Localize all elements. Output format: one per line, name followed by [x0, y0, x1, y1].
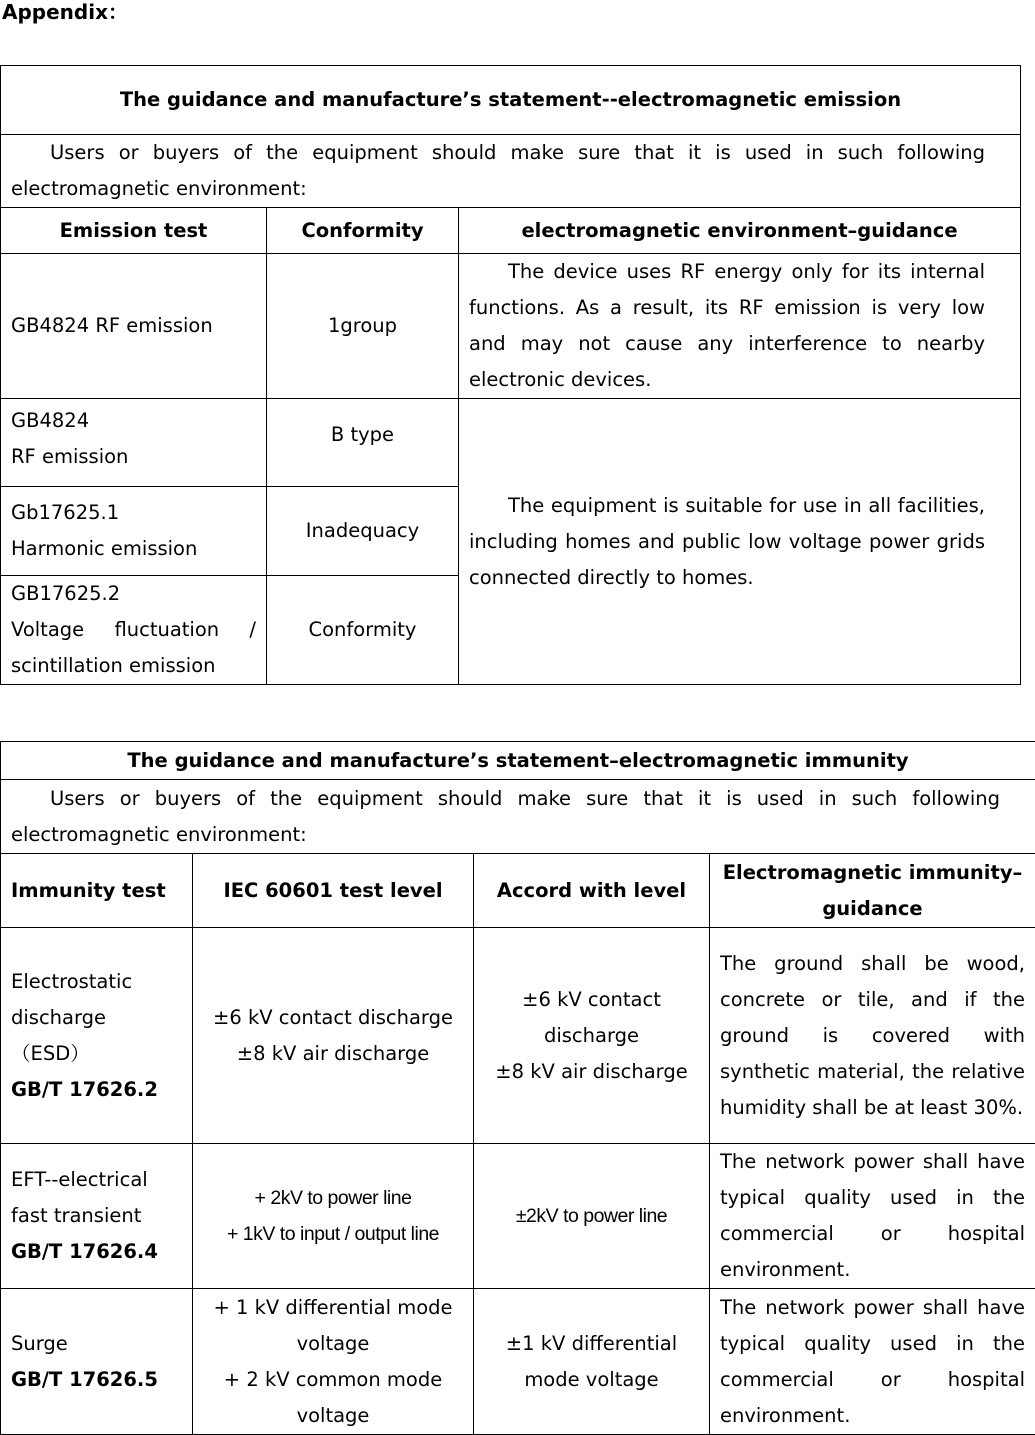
emission-intro-text: Users or buyers of the equipment should make sure that it is used in such following electromagnetic environment:	[1, 135, 1021, 208]
esd-accord-level	[474, 928, 710, 1144]
immunity-row-esd	[1, 928, 1035, 1144]
rf-emission-conformity: 1group	[267, 254, 459, 399]
header-emission-test: Emission test	[1, 208, 267, 254]
esd-accord-air: ±8 kV air discharge	[484, 1054, 699, 1090]
esd-iec-air: ±8 kV air discharge	[203, 1036, 463, 1072]
esd-test	[1, 928, 193, 1144]
esd-test-name: Electrostatic discharge	[11, 964, 182, 1036]
immunity-intro-text: Users or buyers of the equipment should make sure that it is used in such following electromagnetic environment:	[1, 780, 1035, 854]
emission-title-row	[1, 66, 1021, 135]
voltage-conformity: Conformity	[267, 576, 459, 685]
header-em-guidance: electromagnetic environment–guidance	[459, 208, 1021, 254]
appendix-heading: Appendix：	[2, 0, 128, 24]
immunity-row-eft	[1, 1144, 1035, 1289]
emission-row-rf	[1, 254, 1021, 399]
esd-guidance: The ground shall be wood, concrete or tile, and if the ground is covered with synthetic material, the relative humidity shall be at least 30%.	[710, 928, 1035, 1144]
eft-guidance: The network power shall have typical quality used in the commercial or hospital environment.	[710, 1144, 1035, 1289]
esd-accord-contact: ±6 kV contact discharge	[484, 982, 699, 1054]
emission-table-title: The guidance and manufacture’s statement--electromagnetic emission	[1, 66, 1021, 135]
immunity-table	[0, 741, 1035, 1435]
surge-standard: GB/T 17626.5	[11, 1362, 182, 1398]
header-immunity-guidance: Electromagnetic immunity–guidance	[710, 854, 1035, 928]
header-immunity-test: Immunity test	[1, 854, 193, 928]
eft-iec-power: + 2kV to power line	[203, 1180, 463, 1216]
eft-iec-io: + 1kV to input / output line	[203, 1216, 463, 1252]
eft-accord-level: ±2kV to power line	[474, 1144, 710, 1289]
gb4824-code: GB4824	[11, 403, 256, 439]
surge-iec-common: + 2 kV common mode voltage	[203, 1362, 463, 1434]
surge-guidance: The network power shall have typical quality used in the commercial or hospital environment.	[710, 1289, 1035, 1435]
esd-standard: GB/T 17626.2	[11, 1072, 182, 1108]
voltage-test	[1, 576, 267, 685]
header-conformity: Conformity	[267, 208, 459, 254]
surge-iec-differential: + 1 kV differential mode voltage	[203, 1290, 463, 1362]
eft-iec-level	[193, 1144, 474, 1289]
emission-intro-row	[1, 135, 1021, 208]
eft-standard: GB/T 17626.4	[11, 1234, 182, 1270]
harmonic-test	[1, 487, 267, 576]
immunity-intro-row	[1, 780, 1035, 854]
surge-test-name: Surge	[11, 1326, 182, 1362]
gb4824-test	[1, 399, 267, 487]
immunity-header-row	[1, 854, 1035, 928]
esd-iec-level	[193, 928, 474, 1144]
immunity-table-title: The guidance and manufacture’s statement–electromagnetic immunity	[1, 742, 1035, 780]
emission-row-gb4824	[1, 399, 1021, 487]
surge-test	[1, 1289, 193, 1435]
immunity-title-row	[1, 742, 1035, 780]
header-iec-level: IEC 60601 test level	[193, 854, 474, 928]
esd-test-abbr: （ESD）	[11, 1036, 182, 1072]
header-accord-level: Accord with level	[474, 854, 710, 928]
harmonic-label: Harmonic emission	[11, 531, 256, 567]
surge-iec-level	[193, 1289, 474, 1435]
eft-test-name: EFT--electrical fast transient	[11, 1162, 182, 1234]
harmonic-code: Gb17625.1	[11, 495, 256, 531]
rf-emission-test: GB4824 RF emission	[1, 254, 267, 399]
surge-accord-level: ±1 kV differential mode voltage	[474, 1289, 710, 1435]
voltage-code: GB17625.2	[11, 576, 256, 612]
rf-emission-guidance: The device uses RF energy only for its internal functions. As a result, its RF emission is very low and may not cause any interference to nearby electronic devices.	[459, 254, 1021, 399]
esd-iec-contact: ±6 kV contact discharge	[203, 1000, 463, 1036]
gb4824-conformity: B type	[267, 399, 459, 487]
emission-header-row	[1, 208, 1021, 254]
voltage-label: Voltage fluctuation / scintillation emission	[11, 612, 256, 684]
shared-emission-guidance: The equipment is suitable for use in all facilities, including homes and public low voltage power grids connected directly to homes.	[459, 399, 1021, 685]
harmonic-conformity: Inadequacy	[267, 487, 459, 576]
eft-test	[1, 1144, 193, 1289]
immunity-row-surge	[1, 1289, 1035, 1435]
emission-table	[0, 65, 1021, 685]
gb4824-label: RF emission	[11, 439, 256, 475]
